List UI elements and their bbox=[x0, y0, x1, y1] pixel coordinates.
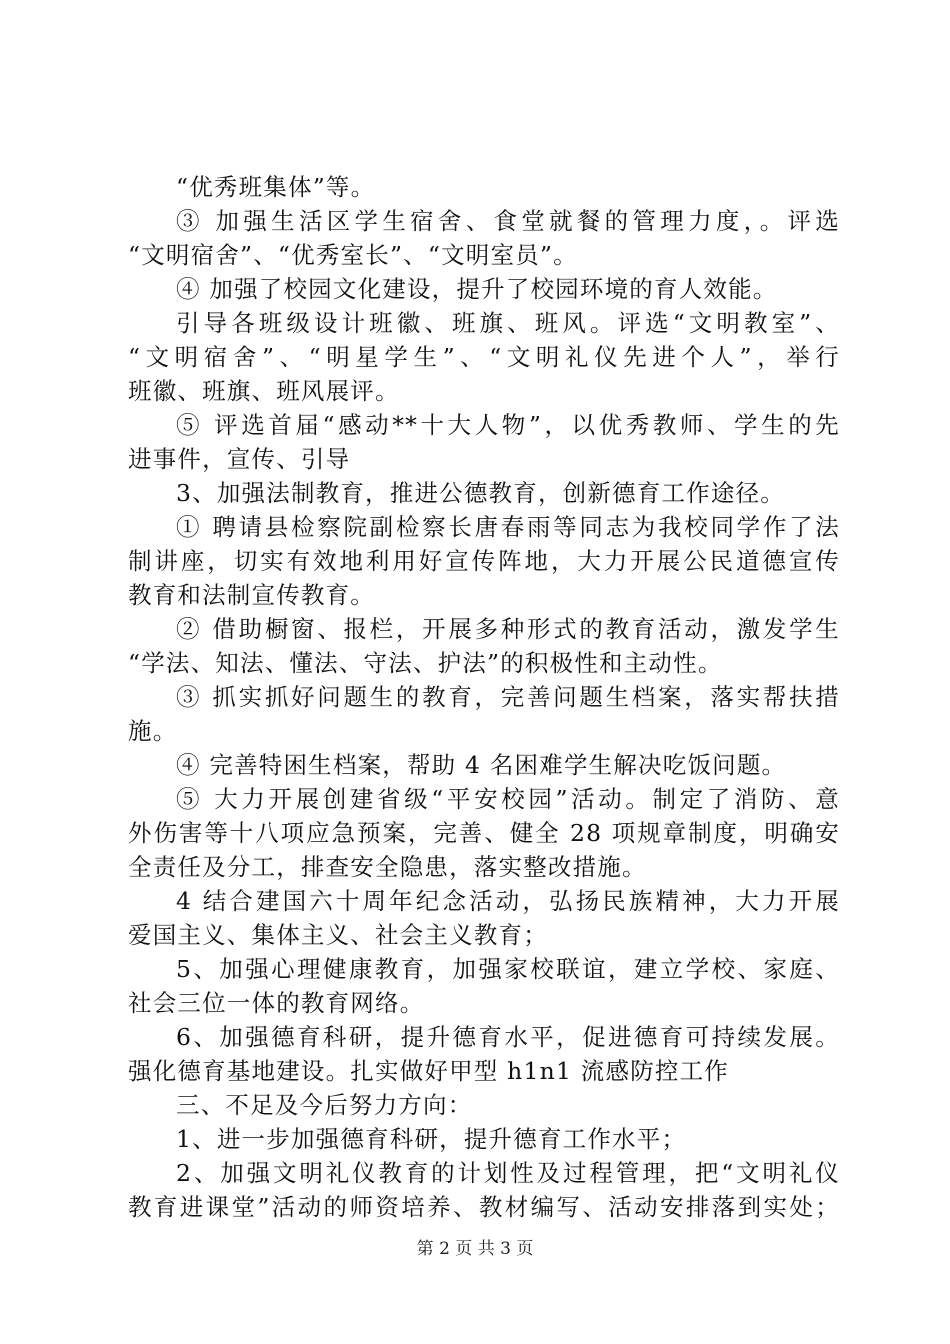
text-line: 班徽、班旗、班风展评。 bbox=[128, 377, 400, 405]
text-line: 制讲座，切实有效地利用好宣传阵地，大力开展公民道德宣传 bbox=[128, 547, 840, 575]
text-line: ③ 抓实抓好问题生的教育，完善问题生档案，落实帮扶措 bbox=[176, 683, 840, 711]
text-line: 6、加强德育科研，提升德育水平，促进德育可持续发展。 bbox=[176, 1023, 840, 1051]
text-line: “文明宿舍”、“优秀室长”、“文明室员”。 bbox=[128, 241, 578, 269]
text-line: ⑤ 评选首届“感动**十大人物”，以优秀教师、学生的先 bbox=[176, 411, 840, 439]
text-line: 外伤害等十八项应急预案，完善、健全 28 项规章制度，明确安 bbox=[128, 819, 840, 847]
text-line: “学法、知法、懂法、守法、护法”的积极性和主动性。 bbox=[128, 649, 723, 677]
text-line: 三、不足及今后努力方向： bbox=[176, 1091, 473, 1119]
text-line: 社会三位一体的教育网络。 bbox=[128, 989, 425, 1017]
text-line: “文明宿舍”、“明星学生”、“文明礼仪先进个人”，举行 bbox=[128, 343, 840, 371]
text-line: ① 聘请县检察院副检察长唐春雨等同志为我校同学作了法 bbox=[176, 513, 840, 541]
text-line: 进事件，宣传、引导 bbox=[128, 445, 351, 473]
text-line: 爱国主义、集体主义、社会主义教育； bbox=[128, 921, 548, 949]
text-line: 4 结合建国六十周年纪念活动，弘扬民族精神，大力开展 bbox=[176, 887, 840, 915]
text-line: “优秀班集体”等。 bbox=[176, 173, 376, 201]
document-body bbox=[128, 170, 840, 1224]
text-line: 全责任及分工，排查安全隐患，落实整改措施。 bbox=[128, 853, 647, 881]
text-line: 强化德育基地建设。扎实做好甲型 h1n1 流感防控工作 bbox=[128, 1057, 730, 1085]
text-line: 1、进一步加强德育科研，提升德育工作水平； bbox=[176, 1125, 687, 1153]
text-line: ② 借助橱窗、报栏，开展多种形式的教育活动，激发学生 bbox=[176, 615, 840, 643]
text-line: ⑤ 大力开展创建省级“平安校园”活动。制定了消防、意 bbox=[176, 785, 840, 813]
text-line: ④ 加强了校园文化建设，提升了校园环境的育人效能。 bbox=[176, 275, 778, 303]
text-line: ④ 完善特困生档案，帮助 4 名困难学生解决吃饭问题。 bbox=[176, 751, 787, 779]
text-line: 施。 bbox=[128, 717, 178, 745]
text-line: 引导各班级设计班徽、班旗、班风。评选“文明教室”、 bbox=[176, 309, 840, 337]
text-line: ③ 加强生活区学生宿舍、食堂就餐的管理力度，。评选 bbox=[176, 207, 840, 235]
text-line: 教育和法制宣传教育。 bbox=[128, 581, 375, 609]
text-line: 3、加强法制教育，推进公德教育，创新德育工作途径。 bbox=[176, 479, 785, 507]
text-line: 5、加强心理健康教育，加强家校联谊，建立学校、家庭、 bbox=[176, 955, 840, 983]
text-line: 2、加强文明礼仪教育的计划性及过程管理，把“文明礼仪 bbox=[176, 1159, 840, 1187]
page-footer: 第 2 页 共 3 页 bbox=[416, 1239, 534, 1259]
text-line: 教育进课堂”活动的师资培养、教材编写、活动安排落到实处； bbox=[128, 1193, 840, 1221]
